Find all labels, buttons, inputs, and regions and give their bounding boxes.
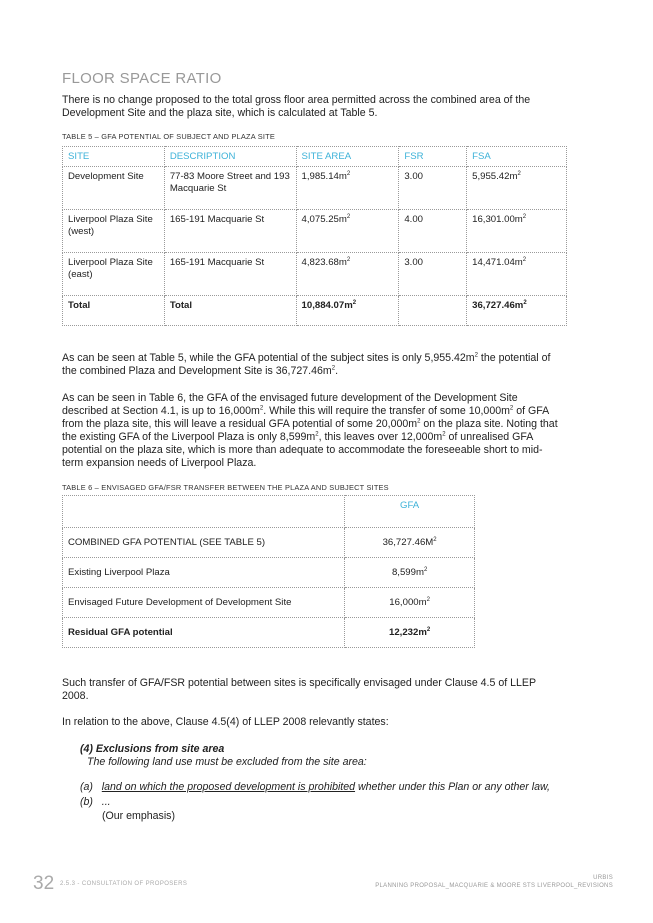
table5-caption: TABLE 5 – GFA POTENTIAL OF SUBJECT AND PLAZA SITE <box>62 132 275 141</box>
table5-header-fsr: FSR <box>399 147 467 167</box>
table-row <box>63 588 475 618</box>
table-row <box>63 618 475 648</box>
cell-area: $4,075.25m^2$ <box>296 210 399 253</box>
footer-section-label: 2.5.3 - CONSULTATION OF PROPOSERS <box>60 881 188 887</box>
quote-line: The following land use must be excluded from the site area: <box>87 756 367 768</box>
paragraph-clause-intro: In relation to the above, Clause 4.5(4) of LLEP 2008 relevantly states: <box>62 716 389 728</box>
cell-site: Development Site <box>63 167 165 210</box>
table-row <box>63 253 567 296</box>
cell-fsa: $36,727.46m^2$ <box>467 296 567 326</box>
table6-header-blank <box>63 496 345 528</box>
page-heading: FLOOR SPACE RATIO <box>62 70 222 87</box>
cell-fsa: $5,955.42m^2$ <box>467 167 567 210</box>
cell-area: $1,985.14m^2$ <box>296 167 399 210</box>
cell-fsr: 3.00 <box>399 253 467 296</box>
cell-fsr: 3.00 <box>399 167 467 210</box>
cell-area: $4,823.68m^2$ <box>296 253 399 296</box>
table-row <box>63 558 475 588</box>
cell-value: $16,000m^2$ <box>345 588 475 618</box>
cell-label: Existing Liverpool Plaza <box>63 558 345 588</box>
cell-label: Envisaged Future Development of Development Site <box>63 588 345 618</box>
table6-caption: TABLE 6 – ENVISAGED GFA/FSR TRANSFER BETWEEN THE PLAZA AND SUBJECT SITES <box>62 483 389 492</box>
table-row-total <box>63 296 567 326</box>
cell-value: $8,599m^2$ <box>345 558 475 588</box>
cell-area: $10,884.07m^2$ <box>296 296 399 326</box>
cell-site: Liverpool Plaza Site (west) <box>63 210 165 253</box>
cell-description: 165-191 Macquarie St <box>164 210 296 253</box>
table6 <box>62 495 475 648</box>
cell-fsr <box>399 296 467 326</box>
footer-brand: URBIS <box>593 875 613 881</box>
page-number: 32 <box>33 873 55 894</box>
table6-header-row <box>63 496 475 528</box>
table6-header-gfa: GFA <box>345 496 475 528</box>
quote-item-a: (a) land on which the proposed development is prohibited whether under this Plan or any other law, <box>80 781 550 793</box>
table5-header-description: DESCRIPTION <box>164 147 296 167</box>
cell-value: $36,727.46M^2$ <box>345 528 475 558</box>
cell-fsr: 4.00 <box>399 210 467 253</box>
table5-header-row <box>63 147 567 167</box>
cell-description: Total <box>164 296 296 326</box>
table-row <box>63 210 567 253</box>
footer-document-title: PLANNING PROPOSAL_MACQUARIE & MOORE STS LIVERPOOL_REVISIONS <box>375 883 613 889</box>
table-row <box>63 528 475 558</box>
cell-site: Liverpool Plaza Site (east) <box>63 253 165 296</box>
table5 <box>62 146 567 326</box>
paragraph-table6-summary: As can be seen in Table 6, the GFA of the envisaged future development of the Development Site described at Section 4.1, is up to $16,000m^2$. While this will require the transfer of some $10,000m^2$ of GFA from the plaza site, this will leave a residual GFA potential of some $20,000m^2$ on the plaza site. Noting that the existing GFA of the Liverpool Plaza is only $8,599m^2$, this leaves over $12,000m^2$ of unrealised GFA potential on the plaza site, which is more than adequate to accommodate the foreseeable short to mid-term expansion needs of Liverpool Plaza. <box>62 392 558 469</box>
table5-header-site: SITE <box>63 147 165 167</box>
footer-document-label <box>375 874 613 890</box>
quote-item-b: (b) ... <box>80 796 111 808</box>
quote-emphasis: (Our emphasis) <box>102 810 175 822</box>
table-row <box>63 167 567 210</box>
cell-label: Residual GFA potential <box>63 618 345 648</box>
quote-title: (4) Exclusions from site area <box>80 743 225 755</box>
cell-fsa: $14,471.04m^2$ <box>467 253 567 296</box>
cell-description: 77-83 Moore Street and 193 Macquarie St <box>164 167 296 210</box>
paragraph-table5-summary: As can be seen at Table 5, while the GFA potential of the subject sites is only $5,955.42m^2$ the potential of the combined Plaza and Development Site is $36,727.46m^2$. <box>62 352 551 377</box>
cell-fsa: $16,301.00m^2$ <box>467 210 567 253</box>
cell-value: $12,232m^2$ <box>345 618 475 648</box>
paragraph-clause-transfer: Such transfer of GFA/FSR potential between sites is specifically envisaged under Clause 4.5 of LLEP 2008. <box>62 677 536 702</box>
cell-description: 165-191 Macquarie St <box>164 253 296 296</box>
table5-header-site-area: SITE AREA <box>296 147 399 167</box>
intro-paragraph: There is no change proposed to the total gross floor area permitted across the combined area of the Development Site and the plaza site, which is calculated at Table 5. <box>62 94 531 119</box>
cell-site: Total <box>63 296 165 326</box>
table5-header-fsa: FSA <box>467 147 567 167</box>
cell-label: COMBINED GFA POTENTIAL (SEE TABLE 5) <box>63 528 345 558</box>
